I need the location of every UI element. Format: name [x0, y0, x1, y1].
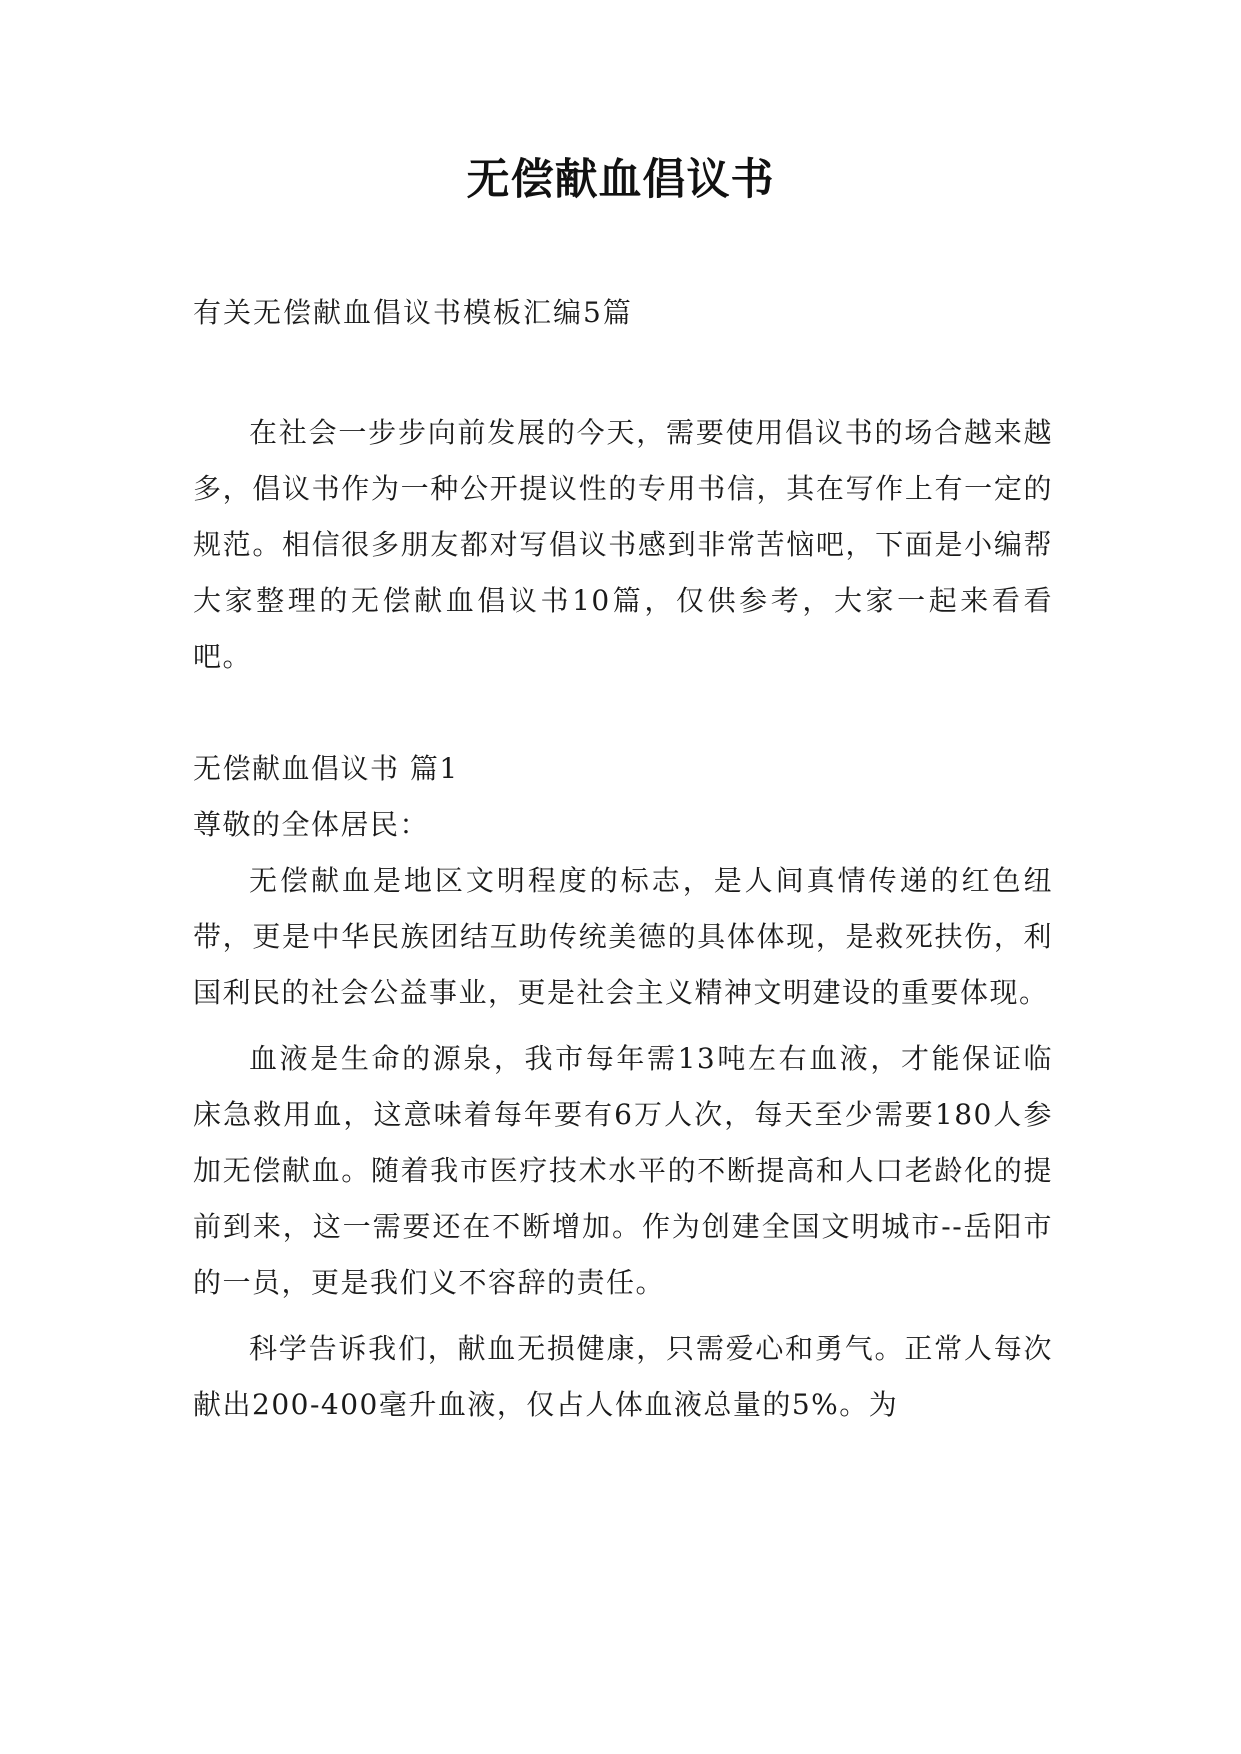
- body-paragraph: 血液是生命的源泉，我市每年需13吨左右血液，才能保证临床急救用血，这意味着每年要有6万人次，每天至少需要180人参加无偿献血。随着我市医疗技术水平的不断提高和人口老龄化的提前到来，这一需要还在不断增加。作为创建全国文明城市--岳阳市的一员，更是我们义不容辞的责任。: [193, 1042, 1053, 1299]
- document-subtitle: 有关无偿献血倡议书模板汇编5篇: [193, 296, 633, 329]
- section-heading: 无偿献血倡议书 篇1: [193, 752, 459, 785]
- document-body: [193, 405, 1053, 1433]
- spacer: [193, 1311, 1053, 1321]
- body-paragraph: 科学告诉我们，献血无损健康，只需爱心和勇气。正常人每次献出200-400毫升血液，仅占人体血液总量的5%。为: [193, 1332, 1053, 1421]
- spacer: [193, 1021, 1053, 1031]
- document-title: 无偿献血倡议书: [466, 155, 775, 205]
- intro-paragraph: 在社会一步步向前发展的今天，需要使用倡议书的场合越来越多，倡议书作为一种公开提议性的专用书信，其在写作上有一定的规范。相信很多朋友都对写倡议书感到非常苦恼吧，下面是小编帮大家整理的无偿献血倡议书10篇，仅供参考，大家一起来看看吧。: [193, 416, 1053, 673]
- spacer: [193, 685, 1053, 741]
- body-paragraph: 无偿献血是地区文明程度的标志，是人间真情传递的红色纽带，更是中华民族团结互助传统美德的具体体现，是救死扶伤，利国利民的社会公益事业，更是社会主义精神文明建设的重要体现。: [193, 864, 1053, 1009]
- salutation: 尊敬的全体居民：: [193, 808, 430, 841]
